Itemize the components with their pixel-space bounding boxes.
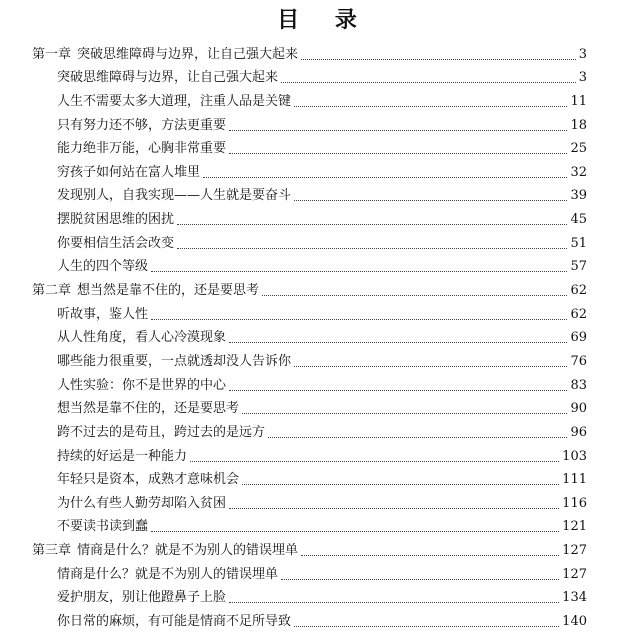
dot-leader <box>229 130 567 131</box>
page-number: 18 <box>570 117 587 133</box>
toc-entry-text <box>57 590 226 608</box>
section-title: 想当然是靠不住的，还是要思考 <box>57 401 240 417</box>
section-title: 你要相信生活会改变 <box>57 235 175 251</box>
page-number: 3 <box>578 70 587 86</box>
section-title: 年轻只是资本，成熟才意味机会 <box>57 472 240 488</box>
toc-chapter-entry[interactable] <box>32 41 587 65</box>
section-title: 爱护朋友，别让他蹬鼻子上脸 <box>57 590 227 606</box>
toc-entry-text <box>57 330 226 348</box>
toc-entry-text <box>32 283 259 301</box>
dot-leader <box>177 224 567 225</box>
section-title: 情商是什么？就是不为别人的错误埋单 <box>57 566 279 582</box>
toc-entry-text <box>57 354 291 372</box>
section-title: 持续的好运是一种能力 <box>57 448 188 464</box>
dot-leader <box>229 508 559 509</box>
dot-leader <box>262 295 567 296</box>
dot-leader <box>151 271 567 272</box>
page-number: 90 <box>570 401 587 417</box>
toc-section-entry[interactable] <box>32 372 587 396</box>
page-number: 25 <box>570 141 587 157</box>
page-number: 96 <box>570 424 587 440</box>
toc-entry-text <box>57 472 239 490</box>
toc-entry-text <box>57 118 226 136</box>
dot-leader <box>294 200 567 201</box>
toc-entry-text <box>57 165 200 183</box>
dot-leader <box>268 437 567 438</box>
toc-section-entry[interactable] <box>32 206 587 230</box>
dot-leader <box>242 413 567 414</box>
toc-entry-text <box>32 47 298 65</box>
section-title: 人生不需要太多大道理，注重人品是关键 <box>57 93 292 109</box>
toc-entry-text <box>57 567 278 585</box>
dot-leader <box>301 59 576 60</box>
toc-section-entry[interactable] <box>32 514 587 538</box>
section-title: 人性实验：你不是世界的中心 <box>57 377 227 393</box>
dot-leader <box>281 579 559 580</box>
section-title: 从人性角度，看人心冷漠现象 <box>57 330 227 346</box>
page-number: 111 <box>562 472 587 488</box>
chapter-title: 突破思维障碍与边界，让自己强大起来 <box>77 46 299 62</box>
page-number: 39 <box>570 188 587 204</box>
dot-leader <box>281 82 576 83</box>
dot-leader <box>229 342 567 343</box>
dot-leader <box>151 319 567 320</box>
toc-entry-text <box>57 188 291 206</box>
section-title: 突破思维障碍与边界，让自己强大起来 <box>57 70 279 86</box>
toc-chapter-entry[interactable] <box>32 277 587 301</box>
dot-leader <box>229 153 567 154</box>
page-number: 62 <box>570 283 587 299</box>
toc-entry-text <box>57 70 278 88</box>
toc-entry-text <box>57 378 226 396</box>
section-title: 摆脱贫困思维的困扰 <box>57 212 175 228</box>
toc-entry-text <box>57 236 174 254</box>
section-title: 不要读书读到蠢 <box>57 519 149 535</box>
toc-section-entry[interactable] <box>32 467 587 491</box>
toc-section-entry[interactable] <box>32 136 587 160</box>
dot-leader <box>203 177 567 178</box>
page-number: 3 <box>578 46 587 62</box>
toc-section-entry[interactable] <box>32 230 587 254</box>
toc-entry-text <box>57 519 148 537</box>
page-number: 69 <box>570 330 587 346</box>
toc-section-entry[interactable] <box>32 254 587 278</box>
section-title: 穷孩子如何站在富人堆里 <box>57 164 201 180</box>
toc-list <box>32 41 587 632</box>
section-title: 哪些能力很重要，一点就透却没人告诉你 <box>57 353 292 369</box>
dot-leader <box>294 366 567 367</box>
section-title: 听故事，鉴人性 <box>57 306 149 322</box>
section-title: 跨不过去的是苟且，跨过去的是远方 <box>57 424 266 440</box>
page-number: 83 <box>570 377 587 393</box>
section-title: 为什么有些人勤劳却陷入贫困 <box>57 495 227 511</box>
section-title: 人生的四个等级 <box>57 259 149 275</box>
chapter-label: 第一章 <box>32 46 72 62</box>
toc-entry-text <box>57 496 226 514</box>
toc-entry-text <box>57 259 148 277</box>
dot-leader <box>294 106 567 107</box>
toc-title: 目 录 <box>277 7 371 33</box>
toc-section-entry[interactable] <box>32 112 587 136</box>
toc-section-entry[interactable] <box>32 561 587 585</box>
toc-chapter-entry[interactable] <box>32 537 587 561</box>
toc-entry-text <box>57 94 291 112</box>
toc-section-entry[interactable] <box>32 325 587 349</box>
page-number: 32 <box>570 164 587 180</box>
page-number: 57 <box>570 259 587 275</box>
toc-section-entry[interactable] <box>32 608 587 632</box>
chapter-label: 第二章 <box>32 283 72 299</box>
section-title: 你日常的麻烦，有可能是情商不足所导致 <box>57 614 292 630</box>
toc-entry-text <box>57 401 239 419</box>
toc-entry-text <box>57 614 291 632</box>
toc-section-entry[interactable] <box>32 490 587 514</box>
chapter-title: 想当然是靠不住的，还是要思考 <box>77 283 260 299</box>
toc-entry-text <box>32 543 298 561</box>
toc-section-entry[interactable] <box>32 419 587 443</box>
page-number: 121 <box>562 519 587 535</box>
toc-entry-text <box>57 307 148 325</box>
toc-section-entry[interactable] <box>32 88 587 112</box>
toc-section-entry[interactable] <box>32 348 587 372</box>
dot-leader <box>151 531 559 532</box>
page-number: 116 <box>562 495 587 511</box>
dot-leader <box>242 484 559 485</box>
page-number: 62 <box>570 306 587 322</box>
dot-leader <box>177 248 567 249</box>
page-number: 127 <box>562 566 587 582</box>
page-number: 51 <box>570 235 587 251</box>
dot-leader <box>229 602 559 603</box>
section-title: 能力绝非万能，心胸非常重要 <box>57 141 227 157</box>
toc-entry-text <box>57 449 187 467</box>
page-number: 103 <box>562 448 587 464</box>
toc-section-entry[interactable] <box>32 396 587 420</box>
page-number: 11 <box>570 93 587 109</box>
page-number: 76 <box>570 353 587 369</box>
page-number: 127 <box>562 543 587 559</box>
toc-entry-text <box>57 141 226 159</box>
dot-leader <box>229 390 567 391</box>
toc-section-entry[interactable] <box>32 301 587 325</box>
page-number: 45 <box>570 212 587 228</box>
dot-leader <box>294 626 559 627</box>
chapter-title: 情商是什么？就是不为别人的错误埋单 <box>77 543 299 559</box>
dot-leader <box>301 555 559 556</box>
toc-section-entry[interactable] <box>32 183 587 207</box>
toc-section-entry[interactable] <box>32 159 587 183</box>
section-title: 发现别人，自我实现——人生就是要奋斗 <box>57 188 292 204</box>
dot-leader <box>190 461 559 462</box>
page-number: 140 <box>562 614 587 630</box>
chapter-label: 第三章 <box>32 543 72 559</box>
section-title: 只有努力还不够，方法更重要 <box>57 117 227 133</box>
toc-entry-text <box>57 212 174 230</box>
page-number: 134 <box>562 590 587 606</box>
toc-section-entry[interactable] <box>32 585 587 609</box>
toc-entry-text <box>57 425 265 443</box>
toc-section-entry[interactable] <box>32 65 587 89</box>
toc-section-entry[interactable] <box>32 443 587 467</box>
